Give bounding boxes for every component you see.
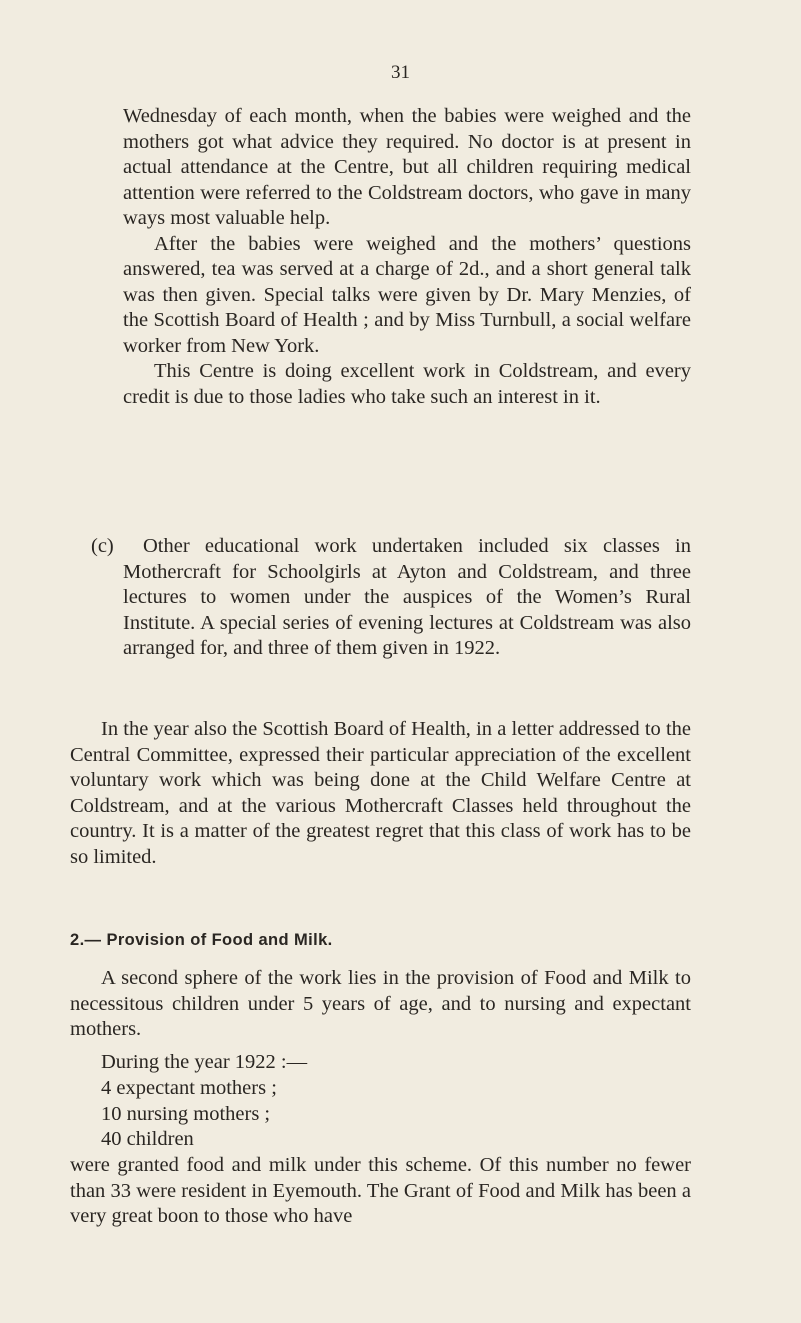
- paragraph-second-sphere: A second sphere of the work lies in the provision of Food and Milk to necessitous children under 5 years of age, and to nursing and expectant mothers.: [70, 967, 691, 1040]
- board-section: [70, 717, 691, 870]
- paragraph-during-year: During the year 1922 :—: [101, 1050, 308, 1073]
- page-number: 31: [391, 62, 410, 83]
- educational-work-text: Other educational work undertaken included six classes in Mothercraft for Schoolgirls at Ayton and Coldstream, and three lectures to women under the auspices of the Women’s Rural Institute. A special series of evening lectures at Coldstream was also arranged for, and three of them given in 1922.: [123, 535, 691, 659]
- paragraph-centre-credit: This Centre is doing excellent work in Coldstream, and every credit is due to those ladies who take such an interest in it.: [123, 360, 691, 408]
- paragraph-weighing: Wednesday of each month, when the babies were weighed and the mothers got what advice they required. No doctor is at present in actual attendance at the Centre, but all children requiring medical attention were referred to the Coldstream doctors, who gave in many ways most valuable help.: [123, 105, 691, 229]
- granted-section: [70, 1153, 691, 1230]
- paragraph-tea-talks: After the babies were weighed and the mothers’ questions answered, tea was served at a charge of 2d., and a short general talk was then given. Special talks were given by Dr. Mary Menzies, of the Scottish Board of Health ; and by Miss Turnbull, a social welfare worker from New York.: [123, 232, 691, 357]
- provision-section: [70, 966, 691, 1075]
- centre-section: [123, 104, 691, 410]
- paragraph-granted: were granted food and milk under this scheme. Of this number no fewer than 33 were resident in Eyemouth. The Grant of Food and Milk has been a very great boon to those who have: [70, 1154, 691, 1227]
- paragraph-educational-work: [123, 534, 691, 662]
- recipients-list: [101, 1076, 277, 1153]
- list-item: 40 children: [101, 1128, 194, 1150]
- item-label-c: (c): [91, 535, 114, 557]
- list-item: 10 nursing mothers ;: [101, 1102, 271, 1125]
- paragraph-board-of-health: In the year also the Scottish Board of Health, in a letter addressed to the Central Committee, expressed their particular appreciation of the excellent voluntary work which was being done at the Child Welfare Centre at Coldstream, and at the various Mothercraft Classes held throughout the country. It is a matter of the greatest regret that this class of work has to be so limited.: [70, 718, 691, 868]
- section-heading: 2.— Provision of Food and Milk.: [70, 931, 333, 949]
- list-item: 4 expectant mothers ;: [101, 1077, 277, 1099]
